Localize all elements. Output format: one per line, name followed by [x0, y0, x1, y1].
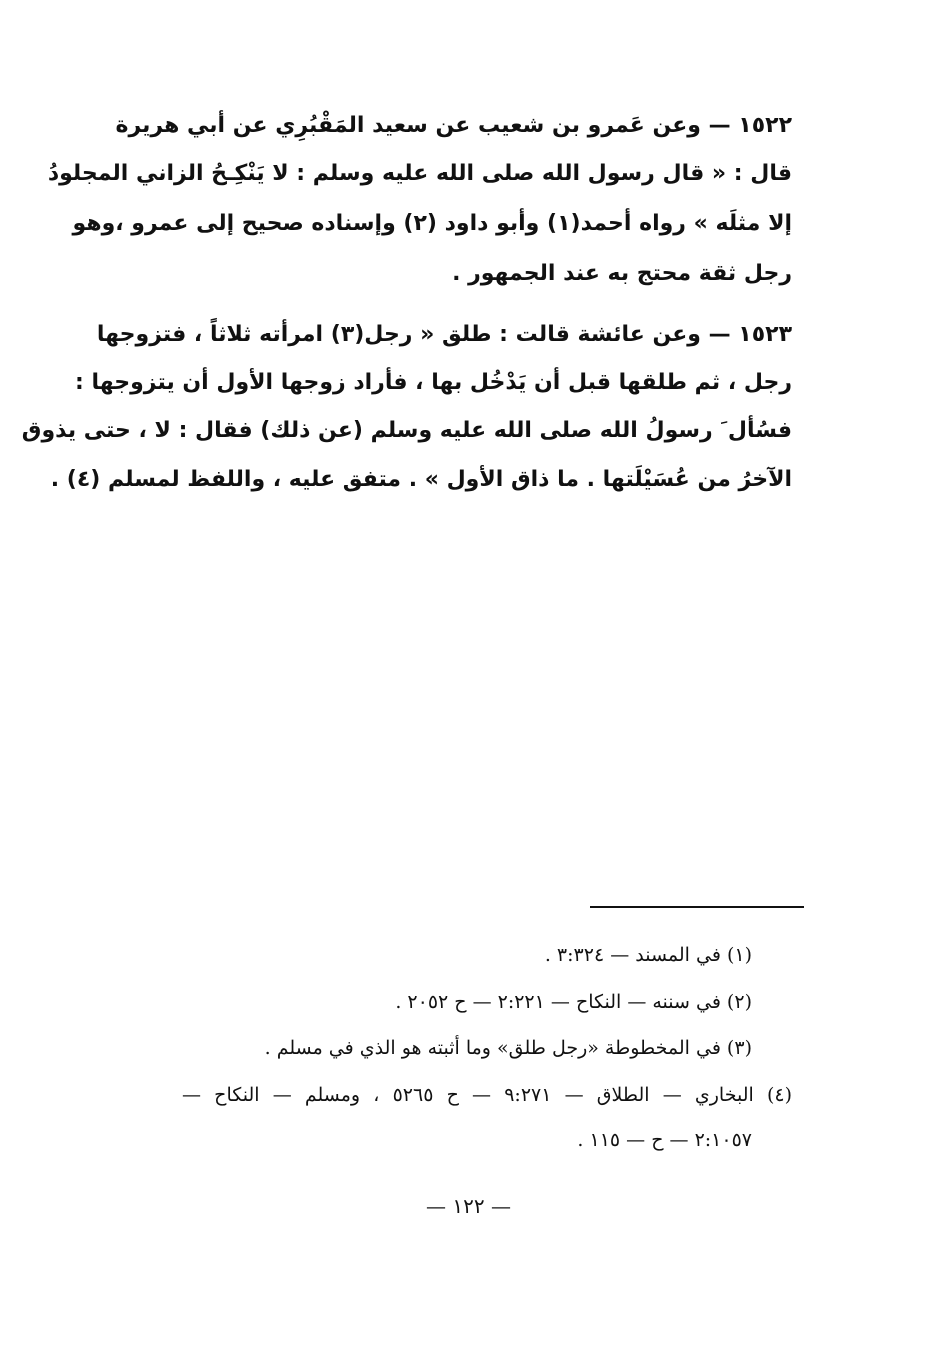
hadith-1523-line-2: رجل ، ثم طلقها قبل أن يَدْخُل بها ، فأراد زوجها الأول أن يتزوجها : — [75, 370, 792, 395]
footnote-3: (٣) في المخطوطة «رجل طلق» وما أثبته هو الذي في مسلم . — [264, 1037, 752, 1059]
hadith-1523-line-3: فسُأل َ رسولُ الله صلى الله عليه وسلم (عن ذلك) فقال : لا ، حتى يذوق — [21, 418, 792, 443]
footnote-separator — [590, 906, 804, 908]
footnote-1: (١) في المسند — ٣:٣٢٤ . — [544, 944, 752, 966]
hadith-1522-line-2: قال : « قال رسول الله صلى الله عليه وسلم : لا يَنْكِـحُ الزاني المجلودُ — [47, 161, 792, 186]
page-number: — ١٢٢ — — [426, 1194, 511, 1218]
hadith-1523-line-1: ١٥٢٣ — وعن عائشة قالت : طلق « رجل(٣) امرأته ثلاثاً ، فتزوجها — [96, 322, 792, 347]
hadith-1523-line-4: الآخرُ من عُسَيْلَتها . ما ذاق الأول » . متفق عليه ، واللفظ لمسلم (٤) . — [50, 467, 792, 492]
hadith-1522-line-3: إلا مثلَه » رواه أحمد(١) وأبو داود (٢) وإسناده صحيح إلى عمرو ،وهو — [72, 211, 792, 236]
hadith-1522-line-1: ١٥٢٢ — وعن عَمرو بن شعيب عن سعيد المَقْبُرِي عن أبي هريرة — [115, 113, 792, 138]
footnote-4: (٤) البخاري — الطلاق — ٩:٢٧١ — ح ٥٢٦٥ ، ومسلم — النكاح — — [182, 1084, 793, 1106]
footnote-2: (٢) في سننه — النكاح — ٢:٢٢١ — ح ٢٠٥٢ . — [395, 991, 752, 1013]
hadith-1522-line-4: رجل ثقة محتج به عند الجمهور . — [452, 261, 792, 286]
footnote-4-continuation: ٢:١٠٥٧ — ح — ١١٥ . — [577, 1129, 752, 1151]
